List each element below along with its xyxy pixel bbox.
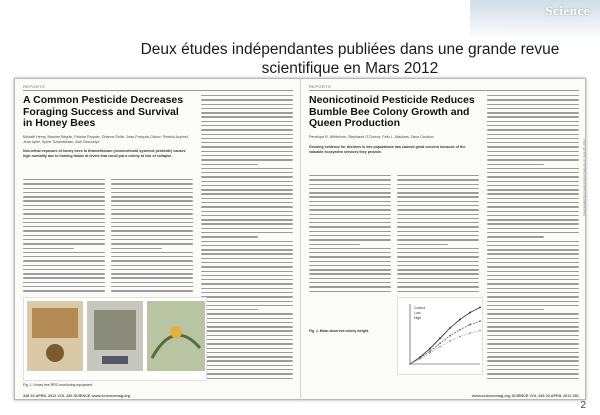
text-line <box>201 185 293 186</box>
text-line <box>309 226 391 227</box>
legend-entry: High <box>414 316 422 320</box>
text-line <box>201 339 293 340</box>
text-line <box>201 335 293 336</box>
text-line <box>23 192 105 193</box>
text-line <box>23 226 105 227</box>
text-line <box>201 181 293 182</box>
data-point <box>469 324 471 326</box>
text-line <box>487 181 579 182</box>
text-line <box>397 256 479 257</box>
text-line <box>201 232 293 233</box>
text-line <box>487 266 579 267</box>
text-line <box>201 318 293 319</box>
text-line <box>487 176 579 177</box>
text-line <box>397 282 479 283</box>
text-line <box>397 286 479 287</box>
data-point <box>469 312 471 314</box>
text-line <box>309 235 391 236</box>
text-line <box>23 213 105 214</box>
text-line <box>487 215 579 216</box>
text-line <box>201 245 293 246</box>
text-line <box>309 222 391 223</box>
text-line <box>23 265 105 266</box>
text-line <box>487 155 579 156</box>
text-line <box>201 202 293 203</box>
text-line <box>397 235 479 236</box>
text-line <box>309 239 391 240</box>
text-line <box>309 214 391 215</box>
text-line <box>111 196 193 197</box>
text-line <box>201 151 293 152</box>
text-line <box>487 326 579 327</box>
text-line <box>201 283 293 284</box>
text-line <box>487 138 579 139</box>
text-line <box>487 348 579 349</box>
text-line <box>397 196 479 197</box>
text-line <box>397 278 479 279</box>
text-line <box>487 164 544 165</box>
data-point <box>429 348 431 350</box>
text-line <box>487 134 579 135</box>
data-point <box>459 329 461 331</box>
text-line <box>487 275 579 276</box>
text-line <box>397 205 479 206</box>
text-line <box>487 202 579 203</box>
text-line <box>201 223 293 224</box>
text-line <box>201 116 293 117</box>
data-point <box>479 307 481 309</box>
text-line <box>309 269 391 270</box>
text-line <box>23 235 105 236</box>
text-line <box>309 291 391 292</box>
text-line <box>201 104 293 105</box>
text-line <box>201 352 293 353</box>
text-line <box>487 116 579 117</box>
text-line <box>397 184 479 185</box>
text-line <box>309 248 391 249</box>
text-line <box>201 198 293 199</box>
text-line <box>201 236 258 237</box>
text-line <box>487 258 579 259</box>
text-line <box>201 206 293 207</box>
text-column-2 <box>111 179 193 295</box>
legend-entry: Control <box>414 306 426 310</box>
text-line <box>487 125 579 126</box>
text-line <box>201 356 293 357</box>
text-line <box>487 99 579 100</box>
data-point <box>479 320 481 322</box>
text-line <box>23 230 105 231</box>
text-line <box>309 282 391 283</box>
text-line <box>111 269 193 270</box>
text-line <box>201 108 293 109</box>
text-line <box>23 252 105 253</box>
text-line <box>23 179 105 180</box>
right-page <box>301 79 587 401</box>
text-line <box>309 265 391 266</box>
text-line <box>111 282 193 283</box>
text-line <box>487 211 579 212</box>
text-line <box>201 253 293 254</box>
data-point <box>409 363 411 365</box>
text-line <box>111 209 193 210</box>
text-line <box>309 188 391 189</box>
data-point <box>439 346 441 348</box>
text-line <box>23 260 105 261</box>
text-line <box>201 241 293 242</box>
text-line <box>309 278 391 279</box>
text-line <box>487 283 579 284</box>
text-line <box>201 176 293 177</box>
text-line <box>487 232 579 233</box>
text-line <box>111 256 193 257</box>
text-line <box>487 95 579 96</box>
text-line <box>23 248 74 249</box>
text-line <box>309 196 391 197</box>
legend-entry: Low <box>414 311 421 315</box>
text-line <box>309 209 391 210</box>
text-line <box>397 209 479 210</box>
text-line <box>309 286 391 287</box>
text-line <box>487 223 579 224</box>
text-line <box>201 271 293 272</box>
data-point <box>459 319 461 321</box>
text-line <box>201 193 293 194</box>
data-point <box>449 335 451 337</box>
text-line <box>397 175 479 176</box>
text-line <box>397 222 479 223</box>
text-line <box>487 322 579 323</box>
data-point <box>439 337 441 339</box>
text-line <box>111 179 193 180</box>
text-line <box>487 339 579 340</box>
text-line <box>111 200 193 201</box>
text-line <box>201 262 293 263</box>
text-line <box>487 228 579 229</box>
text-line <box>201 266 293 267</box>
text-line <box>23 222 105 223</box>
text-column-1 <box>23 179 105 295</box>
section-label: REPORTS <box>23 84 46 89</box>
text-line <box>23 286 105 287</box>
text-line <box>111 213 193 214</box>
text-line <box>201 279 293 280</box>
text-line <box>111 192 193 193</box>
text-line <box>201 125 293 126</box>
data-point <box>449 327 451 329</box>
figure-caption: Fig. 1. Honey bee RFID monitoring equipment. <box>23 383 94 387</box>
text-line <box>309 201 391 202</box>
text-line <box>201 112 293 113</box>
paper-abstract: Non-lethal exposure of honey bees to thiamethoxam (neonicotinoid systemic pesticide) causes high mortality due to homing failure at levels that could put a colony at risk of collapse. <box>23 149 186 158</box>
paper-title: A Common Pesticide Decreases Foraging Success and Survival in Honey Bees <box>23 94 184 129</box>
text-line <box>397 248 479 249</box>
text-line <box>487 249 579 250</box>
text-line <box>397 261 479 262</box>
text-line <box>201 275 293 276</box>
text-column-3 <box>487 95 579 382</box>
text-line <box>23 256 105 257</box>
text-line <box>487 262 579 263</box>
header-photo <box>470 0 600 40</box>
text-line <box>397 218 479 219</box>
paper-authors: Penelope R. Whitehorn, Stephanie O'Connor, Felix L. Wackers, Dave Goulson <box>309 135 434 139</box>
text-line <box>23 218 105 219</box>
page-footer: 348 20 APRIL 2012 VOL 336 SCIENCE www.sciencemag.org <box>23 394 131 398</box>
text-line <box>487 343 579 344</box>
text-line <box>201 292 293 293</box>
text-line <box>23 196 105 197</box>
text-line <box>487 365 579 366</box>
colony-weight-chart <box>398 298 484 376</box>
text-line <box>309 205 391 206</box>
paper-authors: Mickaël Henry, Maxime Béguin, Fabrice Requier, Orianne Rollin, Jean-François Odoux, Pierrick Aupinel, Jean Aptel, Sylvie Tchamitchian, Axel Decourtye <box>23 135 189 144</box>
text-line <box>111 183 193 184</box>
text-line <box>201 189 293 190</box>
text-line <box>23 243 105 244</box>
text-line <box>487 378 579 379</box>
text-line <box>201 215 293 216</box>
paper-abstract: Growing evidence for declines in bee populations has caused great concern because of the valuable ecosystem services they provide. <box>309 145 466 154</box>
text-line <box>201 301 293 302</box>
text-line <box>201 365 293 366</box>
text-line <box>487 159 579 160</box>
text-line <box>201 305 293 306</box>
text-line <box>487 142 579 143</box>
text-line <box>23 239 105 240</box>
text-line <box>487 198 579 199</box>
text-line <box>309 261 391 262</box>
text-line <box>111 239 193 240</box>
text-line <box>201 369 293 370</box>
text-line <box>23 205 105 206</box>
text-line <box>201 296 293 297</box>
text-line <box>487 185 579 186</box>
text-line <box>487 313 579 314</box>
text-line <box>397 269 479 270</box>
text-line <box>201 134 293 135</box>
text-line <box>487 369 579 370</box>
text-line <box>309 218 391 219</box>
text-line <box>397 291 479 292</box>
section-rule <box>23 90 293 91</box>
text-line <box>487 373 579 374</box>
text-line <box>23 200 105 201</box>
text-line <box>23 277 105 278</box>
text-line <box>111 205 193 206</box>
text-line <box>487 279 579 280</box>
text-line <box>487 253 579 254</box>
text-line <box>487 189 579 190</box>
text-line <box>201 168 293 169</box>
text-column-1 <box>309 175 391 295</box>
text-line <box>201 258 293 259</box>
text-line <box>309 244 360 245</box>
text-line <box>487 352 579 353</box>
text-line <box>201 288 293 289</box>
data-point <box>429 350 431 352</box>
data-point <box>419 358 421 360</box>
text-line <box>111 188 193 189</box>
text-line <box>111 260 193 261</box>
text-line <box>487 151 579 152</box>
text-line <box>201 219 293 220</box>
slide-title: Deux études indépendantes publiées dans une grande revue scientifique en Mars 2012 <box>140 41 560 77</box>
text-line <box>397 188 479 189</box>
text-column-2 <box>397 175 479 295</box>
text-line <box>201 129 293 130</box>
text-line <box>201 326 293 327</box>
figure-caption: Fig. 1. Mean observed colony weight. <box>309 329 369 333</box>
data-point <box>469 332 471 334</box>
download-note: Downloaded from www.sciencemag.org on June 25, 2012 <box>582 139 586 216</box>
journal-mark: Science <box>545 3 590 18</box>
text-line <box>397 179 479 180</box>
text-line <box>397 273 479 274</box>
text-line <box>23 290 105 291</box>
text-line <box>397 244 448 245</box>
text-line <box>111 248 162 249</box>
data-point <box>459 336 461 338</box>
text-line <box>111 226 193 227</box>
figure-colony-weight <box>397 297 483 375</box>
text-line <box>397 252 479 253</box>
text-line <box>201 343 293 344</box>
left-page <box>15 79 301 401</box>
text-line <box>487 271 579 272</box>
text-line <box>111 273 193 274</box>
text-line <box>397 226 479 227</box>
text-line <box>201 249 293 250</box>
text-line <box>23 183 105 184</box>
text-line <box>201 172 293 173</box>
text-line <box>111 265 193 266</box>
text-line <box>309 252 391 253</box>
text-line <box>201 211 293 212</box>
text-line <box>397 201 479 202</box>
page-number: 2 <box>580 400 586 411</box>
text-line <box>309 256 391 257</box>
text-line <box>111 286 193 287</box>
journal-spread <box>14 78 586 400</box>
text-line <box>111 252 193 253</box>
text-line <box>111 277 193 278</box>
text-line <box>201 155 293 156</box>
text-line <box>201 99 293 100</box>
text-line <box>201 164 258 165</box>
text-line <box>201 313 293 314</box>
text-line <box>487 335 579 336</box>
text-line <box>201 378 293 379</box>
text-line <box>23 209 105 210</box>
text-line <box>487 301 579 302</box>
text-line <box>487 241 579 242</box>
text-line <box>201 121 293 122</box>
text-line <box>487 330 579 331</box>
text-line <box>23 269 105 270</box>
text-line <box>309 179 391 180</box>
text-line <box>487 360 579 361</box>
text-line <box>487 219 579 220</box>
text-line <box>201 348 293 349</box>
text-line <box>487 129 579 130</box>
text-line <box>201 373 293 374</box>
text-line <box>111 290 193 291</box>
data-point <box>479 330 481 332</box>
text-line <box>487 245 579 246</box>
text-line <box>487 296 579 297</box>
text-line <box>23 282 105 283</box>
text-line <box>111 230 193 231</box>
text-line <box>487 193 579 194</box>
figure-rfid-photos <box>23 297 207 381</box>
text-line <box>487 305 579 306</box>
text-line <box>487 309 544 310</box>
text-line <box>201 159 293 160</box>
text-line <box>487 318 579 319</box>
text-line <box>487 121 579 122</box>
text-line <box>23 273 105 274</box>
section-label: REPORTS <box>309 84 332 89</box>
text-line <box>201 360 293 361</box>
section-rule <box>309 90 579 91</box>
text-line <box>397 265 479 266</box>
text-line <box>487 112 579 113</box>
text-line <box>487 206 579 207</box>
text-line <box>23 188 105 189</box>
text-line <box>309 184 391 185</box>
text-line <box>201 330 293 331</box>
text-line <box>487 104 579 105</box>
data-point <box>429 352 431 354</box>
text-line <box>487 288 579 289</box>
text-line <box>487 292 579 293</box>
text-line <box>201 309 258 310</box>
text-line <box>487 168 579 169</box>
text-line <box>487 172 579 173</box>
text-line <box>397 239 479 240</box>
text-line <box>487 356 579 357</box>
text-line <box>309 192 391 193</box>
paper-title: Neonicotinoid Pesticide Reduces Bumble Bee Colony Growth and Queen Production <box>309 94 475 129</box>
text-line <box>201 95 293 96</box>
text-line <box>487 146 579 147</box>
data-point <box>439 343 441 345</box>
text-line <box>201 322 293 323</box>
text-line <box>201 228 293 229</box>
page-footer: www.sciencemag.org SCIENCE VOL 336 20 APRIL 2012 351 <box>471 394 579 398</box>
text-line <box>201 138 293 139</box>
text-line <box>309 273 391 274</box>
text-line <box>397 214 479 215</box>
text-column-3 <box>201 95 293 382</box>
text-line <box>201 142 293 143</box>
text-line <box>111 235 193 236</box>
text-line <box>309 175 391 176</box>
data-point <box>449 340 451 342</box>
text-line <box>201 146 293 147</box>
text-line <box>487 108 579 109</box>
text-line <box>309 231 391 232</box>
text-line <box>111 243 193 244</box>
text-line <box>397 192 479 193</box>
text-line <box>111 218 193 219</box>
text-line <box>397 231 479 232</box>
text-line <box>487 236 544 237</box>
text-line <box>111 222 193 223</box>
